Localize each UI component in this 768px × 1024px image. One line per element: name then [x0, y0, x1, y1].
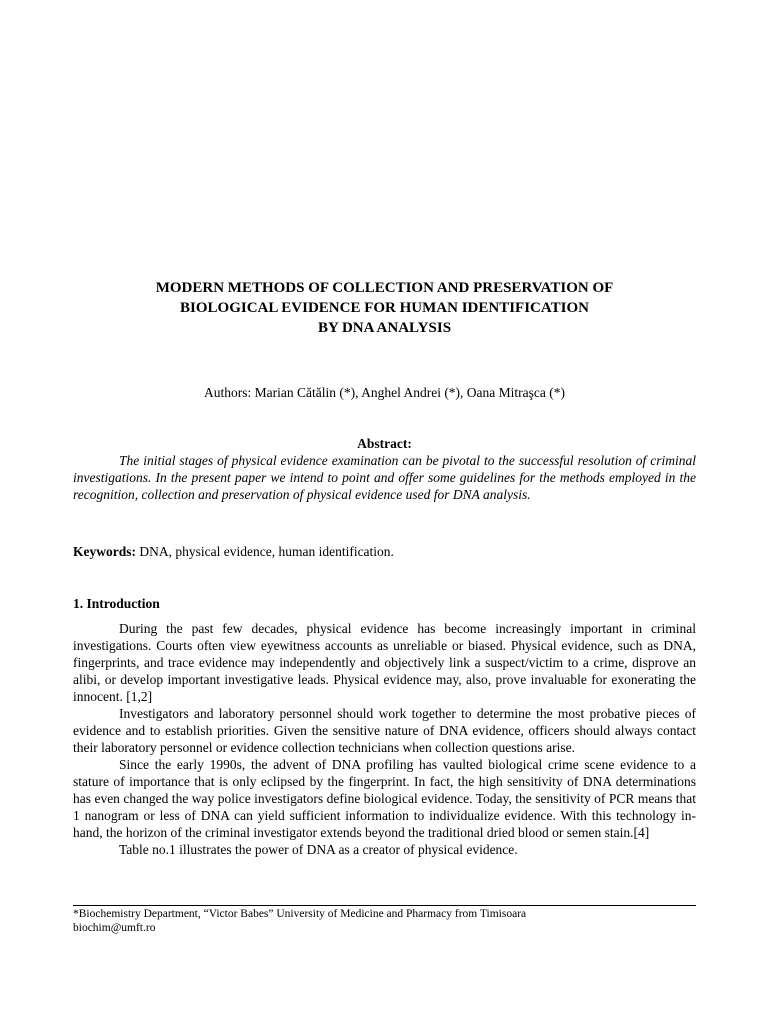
paragraph: During the past few decades, physical evidence has become increasingly important in criminal investigations. Courts often view eyewitness accounts as unreliable or biased. Physical evidence, such as DNA, fingerprints, and trace evidence may independently and objectively link a suspect/victim to a crime, disprove an alibi, or develop important investigative leads. Physical evidence may, also, prove invaluable for exonerating the innocent. [1,2]: [73, 621, 696, 704]
footnote-affiliation: *Biochemistry Department, “Victor Babes” University of Medicine and Pharmacy from Timisoara: [73, 908, 527, 920]
title-line-1: MODERN METHODS OF COLLECTION AND PRESERVATION OF: [155, 280, 614, 296]
footnote: [73, 907, 696, 935]
keywords-label: Keywords:: [73, 544, 136, 559]
paper-title: [73, 278, 696, 338]
keywords-line: [73, 544, 696, 560]
paragraph: Table no.1 illustrates the power of DNA as a creator of physical evidence.: [119, 842, 518, 857]
keywords-text: DNA, physical evidence, human identification.: [136, 544, 394, 559]
abstract-text: The initial stages of physical evidence examination can be pivotal to the successful resolution of criminal investigations. In the present paper we intend to point and offer some guidelines for the methods employed in the recognition, collection and preservation of physical evidence used for DNA analysis.: [73, 453, 696, 502]
introduction-body: [73, 620, 696, 858]
footnote-email: biochim@umft.ro: [73, 922, 156, 934]
abstract-heading: Abstract:: [357, 436, 412, 451]
section-heading-introduction: 1. Introduction: [73, 596, 160, 611]
authors-line: Authors: Marian Cătălin (*), Anghel Andrei (*), Oana Mitraşca (*): [203, 385, 566, 400]
title-line-2: BIOLOGICAL EVIDENCE FOR HUMAN IDENTIFICATION: [180, 300, 589, 316]
paragraph: Since the early 1990s, the advent of DNA profiling has vaulted biological crime scene evidence to a stature of importance that is only eclipsed by the fingerprint. In fact, the high sensitivity of DNA determinations has even changed the way police investigators define biological evidence. Today, the sensitivity of PCR means that 1 nanogram or less of DNA can yield sufficient information to individualize evidence. With this technology in-hand, the horizon of the criminal investigator extends beyond the traditional dried blood or semen stain.[4]: [73, 757, 696, 840]
paragraph: Investigators and laboratory personnel should work together to determine the most probative pieces of evidence and to establish priorities. Given the sensitive nature of DNA evidence, officers should always contact their laboratory personnel or evidence collection technicians when collection questions arise.: [73, 706, 696, 755]
title-line-3: BY DNA ANALYSIS: [317, 320, 452, 336]
footnote-divider: [73, 905, 696, 906]
